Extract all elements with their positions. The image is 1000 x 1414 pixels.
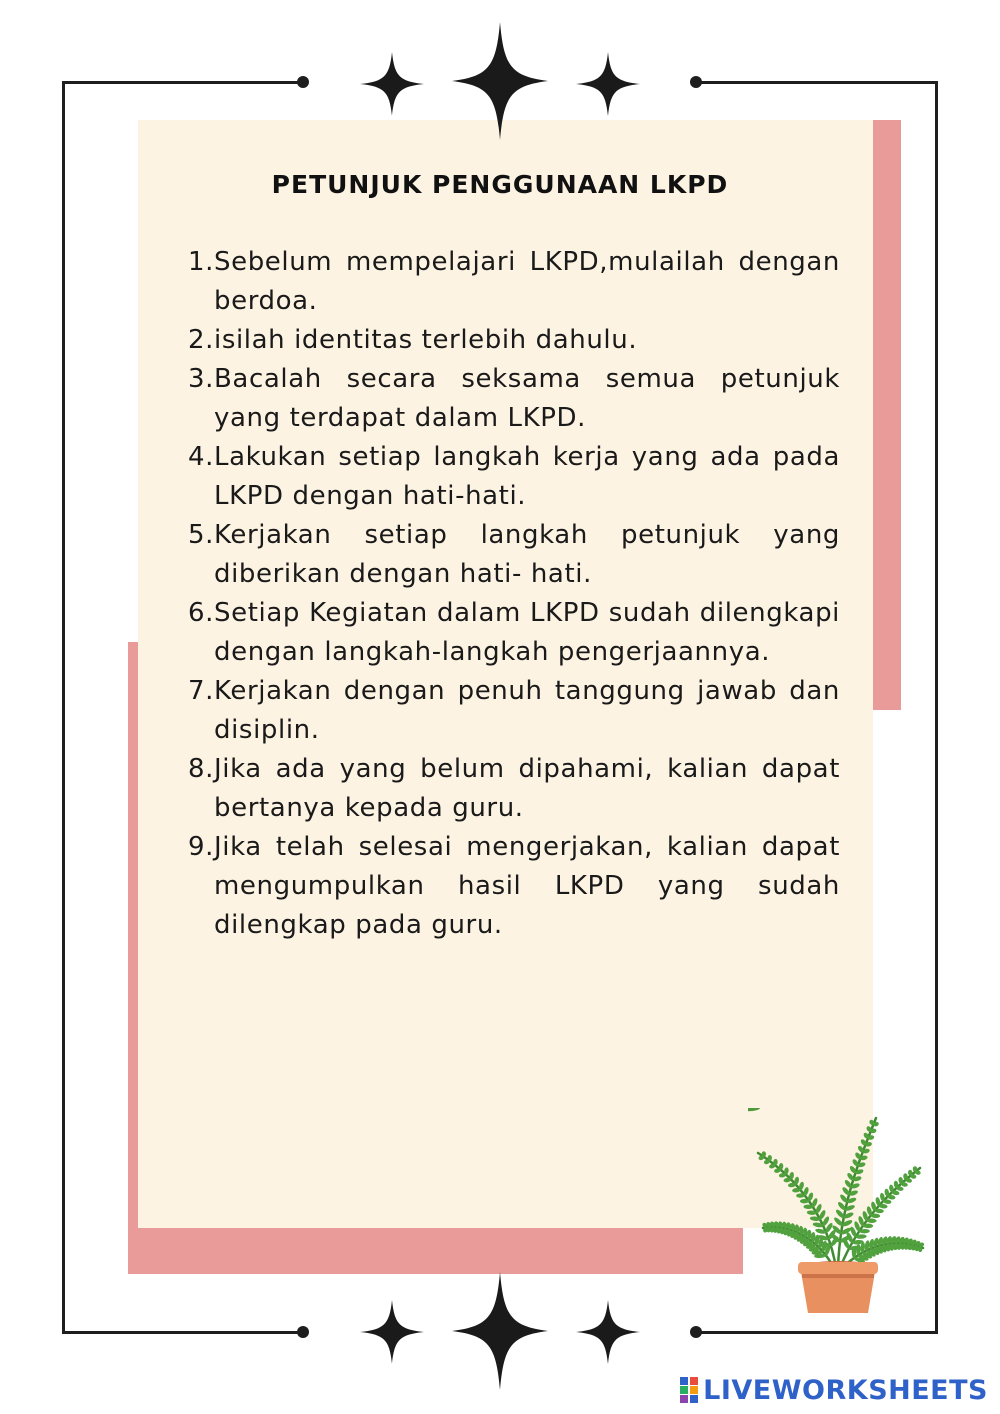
step-text: isilah identitas terlebih dahulu.: [214, 325, 638, 355]
liveworksheets-logo-icon: [679, 1376, 699, 1404]
frame-dot: [297, 76, 309, 88]
step-text: Kerjakan setiap langkah petunjuk yang diberikan dengan hati- hati.: [214, 520, 840, 589]
step-number: 7.: [187, 676, 214, 706]
frame-left-line: [62, 81, 65, 1334]
sparkle-star-icon: [576, 52, 640, 116]
sparkle-star-icon: [452, 1272, 548, 1390]
page-title: PETUNJUK PENGGUNAAN LKPD: [271, 170, 729, 199]
pink-accent-strip: [873, 120, 901, 710]
step-number: 1.: [187, 247, 214, 277]
step-number: 4.: [187, 442, 214, 472]
list-item: [180, 243, 840, 321]
step-number: 6.: [187, 598, 214, 628]
liveworksheets-brand: [679, 1372, 988, 1408]
step-number: 8.: [187, 754, 214, 784]
palm-leaflet: [852, 1246, 856, 1258]
palm-leaflet: [800, 1199, 809, 1203]
step-number: 9.: [187, 832, 214, 862]
step-text: Jika telah selesai mengerjakan, kalian dapat mengumpulkan hasil LKPD yang sudah dilengkap pada guru.: [214, 832, 840, 940]
step-text: Kerjakan dengan penuh tanggung jawab dan disiplin.: [214, 676, 840, 745]
step-number: 3.: [187, 364, 214, 394]
step-number: 5.: [187, 520, 214, 550]
sparkle-star-icon: [360, 1300, 424, 1364]
step-text: Setiap Kegiatan dalam LKPD sudah dilengkapi dengan langkah-langkah pengerjaannya.: [214, 598, 840, 667]
palm-leaflet: [807, 1230, 811, 1240]
sparkle-star-icon: [452, 22, 548, 140]
frame-right-line: [935, 81, 938, 1334]
frame-bottom-right-line: [696, 1331, 938, 1334]
frame-dot: [690, 1326, 702, 1338]
list-item: [180, 516, 840, 594]
list-item: [180, 438, 840, 516]
list-item: [180, 360, 840, 438]
palm-leaflet: [863, 1224, 873, 1228]
frame-bottom-left-line: [62, 1331, 304, 1334]
step-text: Lakukan setiap langkah kerja yang ada pada LKPD dengan hati-hati.: [214, 442, 840, 511]
sparkle-star-icon: [576, 1300, 640, 1364]
frame-dot: [690, 76, 702, 88]
list-item: [180, 672, 840, 750]
step-text: Jika ada yang belum dipahami, kalian dapat bertanya kepada guru.: [214, 754, 840, 823]
step-text: Sebelum mempelajari LKPD,mulailah dengan berdoa.: [214, 247, 840, 316]
step-text: Bacalah secara seksama semua petunjuk yang terdapat dalam LKPD.: [214, 364, 840, 433]
list-item: [180, 594, 840, 672]
step-number: 2.: [187, 325, 214, 355]
sparkle-star-icon: [360, 52, 424, 116]
list-item: [180, 321, 840, 360]
list-item: [180, 750, 840, 828]
potted-palm-plant-icon: [748, 1108, 928, 1318]
brand-name: LIVEWORKSHEETS: [703, 1374, 988, 1406]
frame-top-right-line: [696, 81, 938, 84]
instruction-list: [180, 243, 840, 945]
frame-dot: [297, 1326, 309, 1338]
list-item: [180, 828, 840, 945]
frame-top-left-line: [62, 81, 304, 84]
